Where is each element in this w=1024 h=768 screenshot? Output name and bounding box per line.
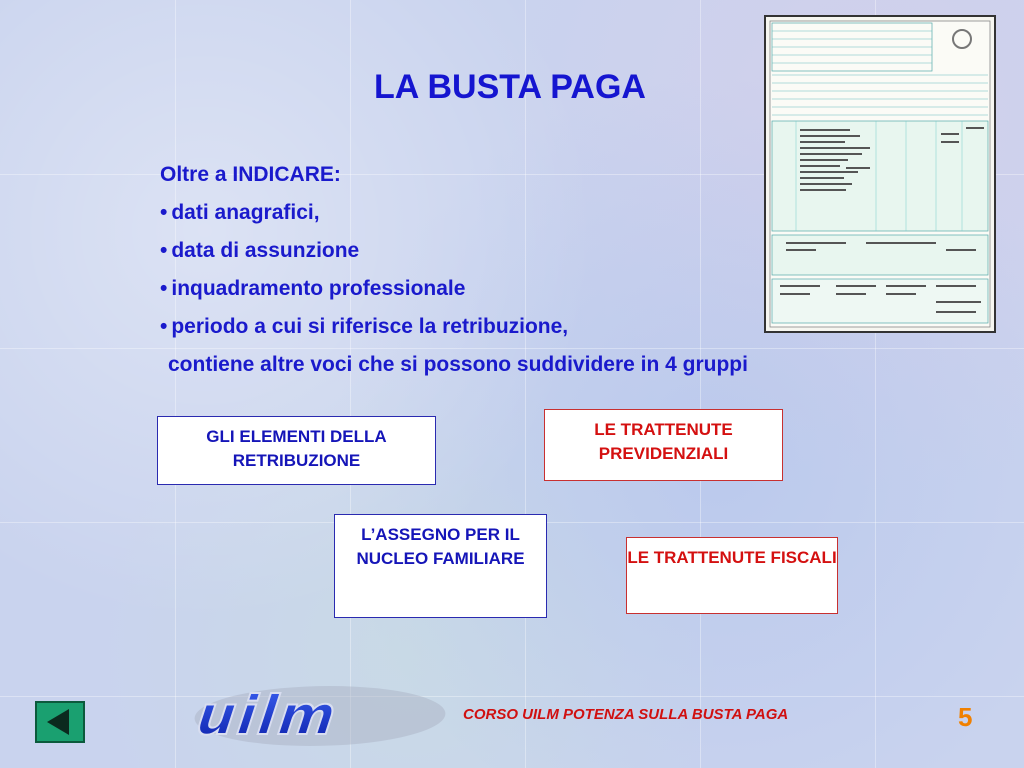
group-label: L’ASSEGNO PER IL NUCLEO FAMILIARE — [356, 525, 525, 568]
bullet-label: data di assunzione — [171, 239, 360, 262]
back-button[interactable] — [35, 701, 85, 743]
group-label: LE TRATTENUTE FISCALI — [627, 548, 837, 567]
group-box-retribution — [157, 416, 436, 485]
bullet-glyph: • — [160, 201, 168, 224]
page-number: 5 — [958, 702, 973, 732]
bullet-glyph: • — [160, 239, 168, 262]
bullet-label: inquadramento professionale — [171, 277, 466, 300]
continuation-text: contiene altre voci che si possono suddividere in 4 gruppi — [168, 353, 748, 376]
group-label: LE TRATTENUTE PREVIDENZIALI — [594, 420, 733, 463]
slide-title: LA BUSTA PAGA — [374, 68, 646, 106]
group-box-social-security — [544, 409, 783, 481]
bullet-item — [160, 274, 748, 312]
bullet-glyph: • — [160, 277, 168, 300]
bullet-item — [160, 312, 748, 350]
triangle-left-icon — [37, 703, 83, 741]
logo-lettering: uilm — [187, 685, 348, 748]
payslip-image — [764, 15, 996, 333]
payslip-drawing — [766, 17, 994, 331]
bullet-label: dati anagrafici, — [171, 201, 320, 224]
group-box-tax — [626, 537, 838, 614]
intro-text — [160, 160, 748, 388]
bullet-item — [160, 198, 748, 236]
group-label: GLI ELEMENTI DELLA RETRIBUZIONE — [206, 427, 387, 470]
intro-heading: Oltre a INDICARE: — [160, 163, 341, 186]
course-name: CORSO UILM POTENZA SULLA BUSTA PAGA — [463, 706, 789, 723]
bullet-label: periodo a cui si riferisce la retribuzione, — [171, 315, 569, 338]
uilm-logo — [185, 676, 450, 748]
bullet-item — [160, 236, 748, 274]
bullet-glyph: • — [160, 315, 168, 338]
group-box-family-allowance — [334, 514, 547, 618]
